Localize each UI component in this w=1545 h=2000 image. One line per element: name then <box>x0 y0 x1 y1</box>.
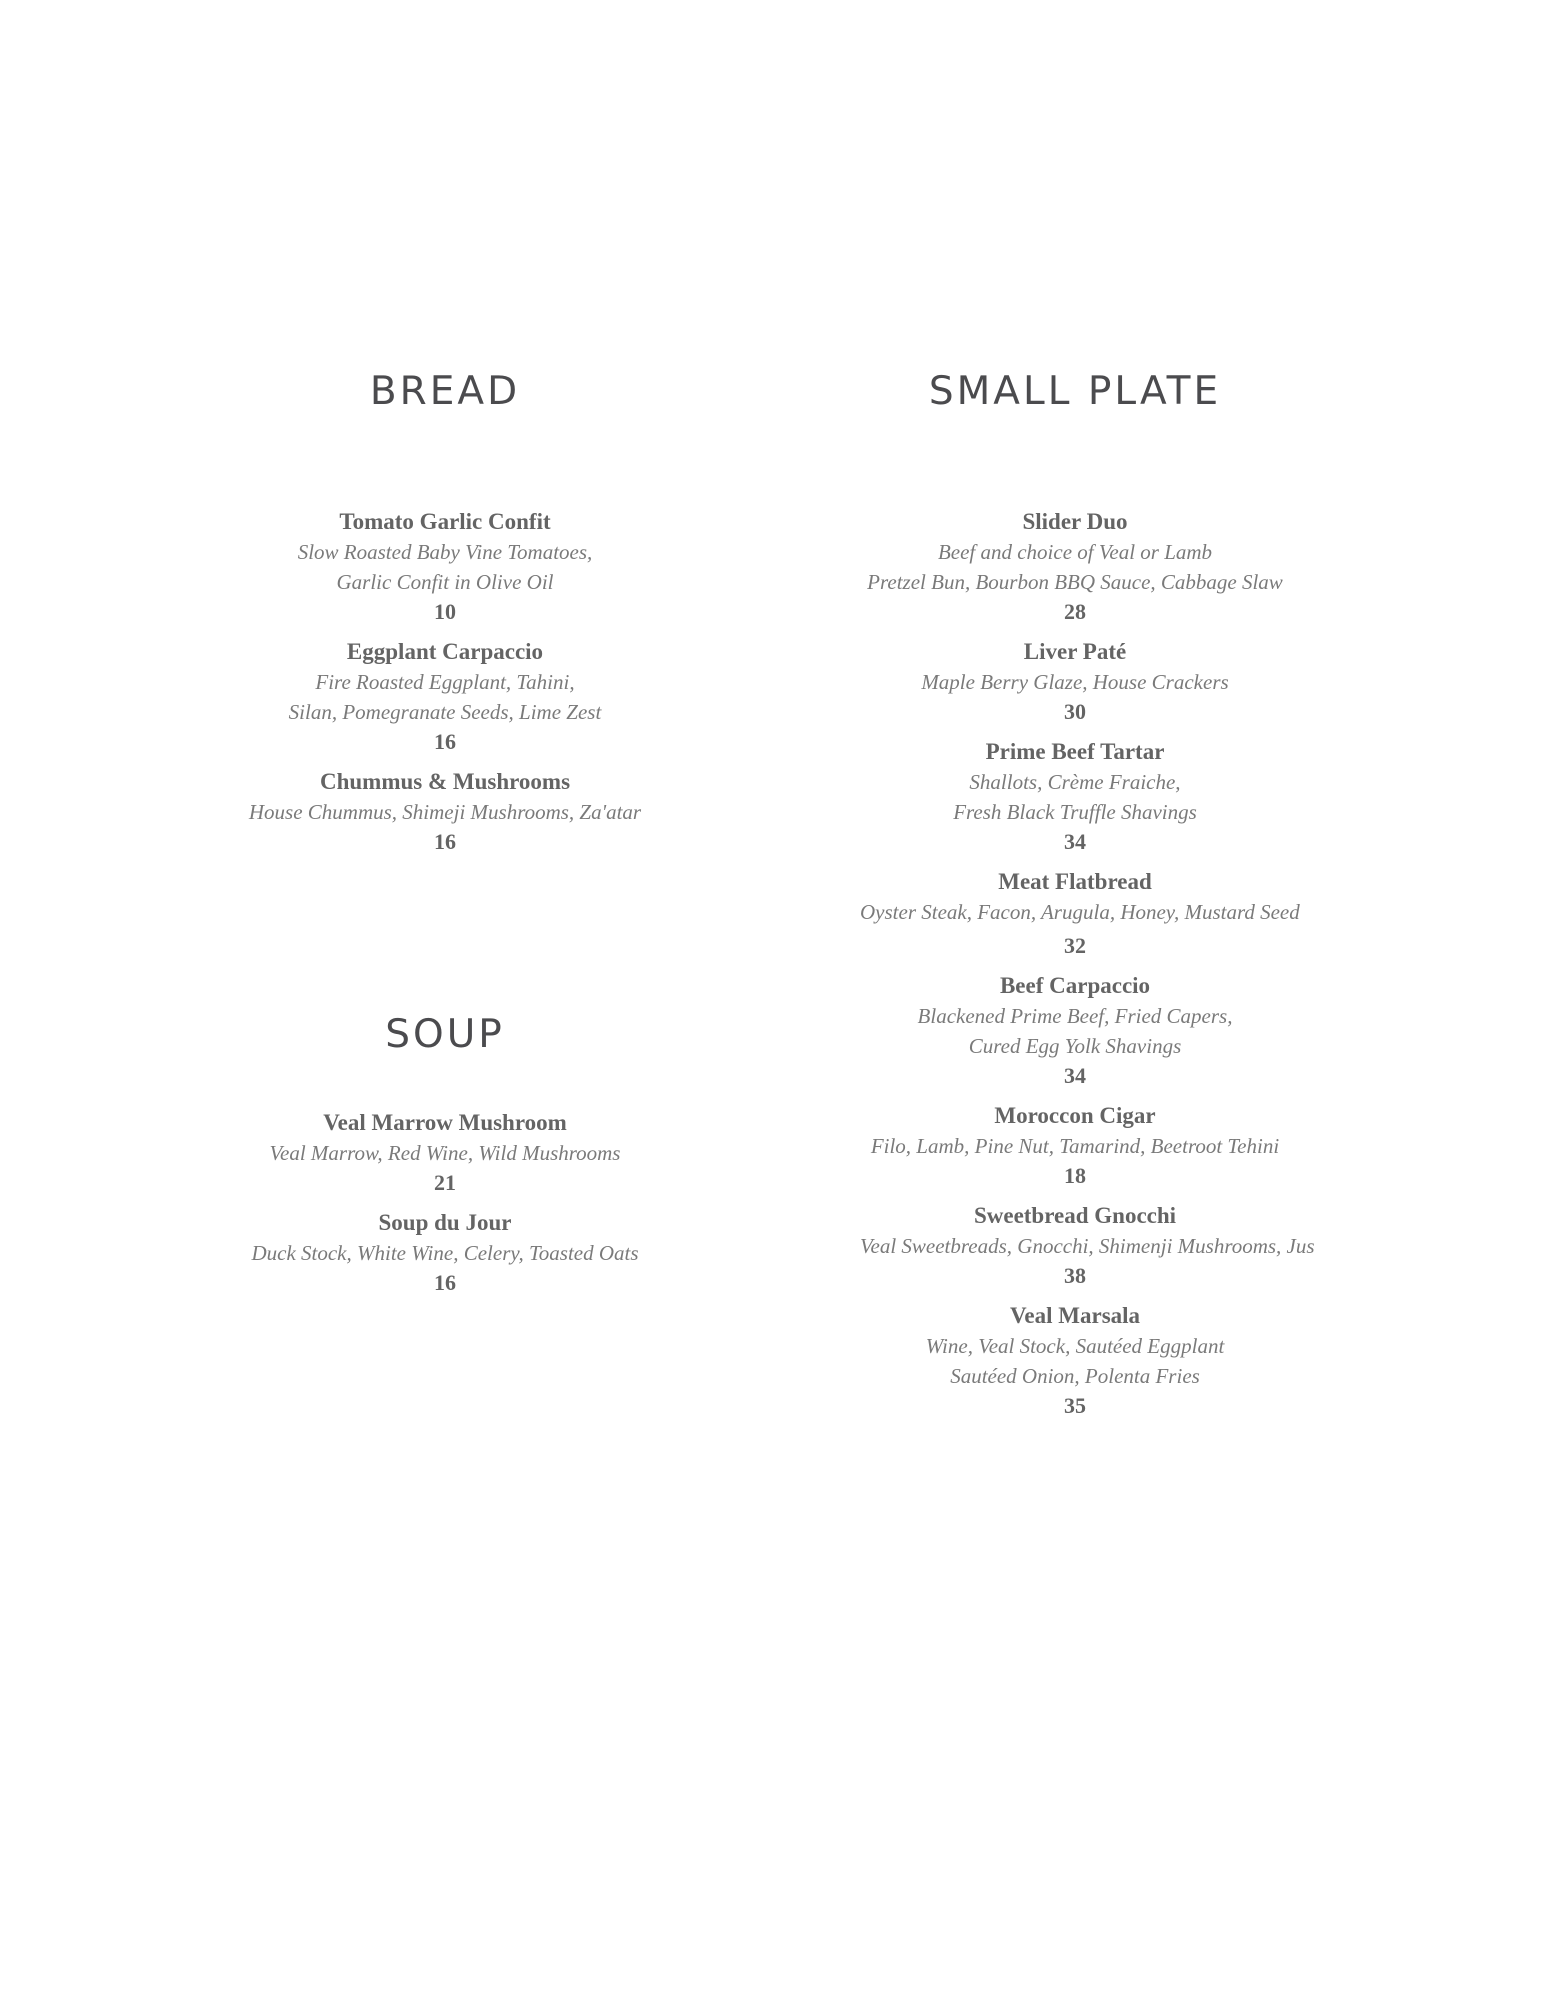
item-price: 10 <box>434 599 456 624</box>
item-name: Chummus & Mushrooms <box>319 769 571 794</box>
menu-item <box>860 507 1290 627</box>
item-price: 38 <box>1064 1263 1086 1288</box>
menu-item <box>245 767 645 857</box>
menu-item <box>245 637 645 757</box>
menu-item <box>860 867 1300 961</box>
item-description: Veal Sweetbreads, Gnocchi, Shimenji Mushrooms, Jus <box>860 1234 1315 1258</box>
menu-item <box>245 507 645 627</box>
menu-item <box>860 1301 1290 1421</box>
item-price: 16 <box>434 829 456 854</box>
item-price: 18 <box>1064 1163 1086 1188</box>
menu-item <box>245 1108 645 1198</box>
item-description: Maple Berry Glaze, House Crackers <box>921 670 1229 694</box>
item-description: Beef and choice of Veal or Lamb <box>937 540 1213 564</box>
item-price: 32 <box>1064 933 1086 958</box>
item-name: Soup du Jour <box>378 1210 512 1235</box>
small-plate-items <box>860 507 1315 1421</box>
item-price: 34 <box>1064 1063 1086 1088</box>
item-description: Shallots, Crème Fraiche, <box>969 770 1181 794</box>
item-description: Garlic Confit in Olive Oil <box>336 570 554 594</box>
item-price: 34 <box>1064 829 1086 854</box>
item-name: Beef Carpaccio <box>999 973 1151 998</box>
section-title-small-plate: SMALL PLATE <box>928 369 1222 414</box>
bread-items <box>245 507 645 857</box>
item-name: Prime Beef Tartar <box>985 739 1165 764</box>
item-description: Oyster Steak, Facon, Arugula, Honey, Mustard Seed <box>860 900 1300 924</box>
item-price: 28 <box>1064 599 1086 624</box>
menu-item <box>860 971 1290 1091</box>
item-name: Veal Marrow Mushroom <box>323 1110 567 1135</box>
item-description: Wine, Veal Stock, Sautéed Eggplant <box>925 1334 1225 1358</box>
item-name: Meat Flatbread <box>998 869 1152 894</box>
item-description: Silan, Pomegranate Seeds, Lime Zest <box>288 700 602 724</box>
section-title-bread: BREAD <box>369 369 521 414</box>
item-name: Moroccon Cigar <box>994 1103 1156 1128</box>
item-name: Sweetbread Gnocchi <box>973 1203 1177 1228</box>
item-price: 35 <box>1064 1393 1086 1418</box>
item-description: Filo, Lamb, Pine Nut, Tamarind, Beetroot Tehini <box>870 1134 1280 1158</box>
bread-section <box>245 369 645 867</box>
item-description: Fresh Black Truffle Shavings <box>953 800 1197 824</box>
item-price: 16 <box>434 729 456 754</box>
item-description: Veal Marrow, Red Wine, Wild Mushrooms <box>269 1141 621 1165</box>
soup-items <box>245 1108 645 1298</box>
soup-section <box>245 1012 645 1308</box>
item-description: Fire Roasted Eggplant, Tahini, <box>315 670 575 694</box>
menu-item <box>860 737 1290 857</box>
item-description: Cured Egg Yolk Shavings <box>968 1034 1182 1058</box>
item-description: Duck Stock, White Wine, Celery, Toasted Oats <box>251 1241 639 1265</box>
section-title-soup: SOUP <box>385 1012 505 1057</box>
item-name: Liver Paté <box>1023 639 1127 664</box>
menu-item <box>860 1201 1315 1291</box>
item-price: 30 <box>1064 699 1086 724</box>
item-price: 16 <box>434 1270 456 1295</box>
item-description: Pretzel Bun, Bourbon BBQ Sauce, Cabbage Slaw <box>867 570 1283 594</box>
item-description: House Chummus, Shimeji Mushrooms, Za'atar <box>248 800 642 824</box>
menu-item <box>245 1208 645 1298</box>
item-description: Slow Roasted Baby Vine Tomatoes, <box>297 540 593 564</box>
item-name: Veal Marsala <box>1009 1303 1141 1328</box>
item-name: Tomato Garlic Confit <box>339 509 551 534</box>
item-description: Blackened Prime Beef, Fried Capers, <box>917 1004 1233 1028</box>
menu-item <box>860 1101 1290 1191</box>
small-plate-section <box>860 369 1315 1431</box>
item-name: Eggplant Carpaccio <box>346 639 544 664</box>
item-description: Sautéed Onion, Polenta Fries <box>950 1364 1200 1388</box>
item-name: Slider Duo <box>1022 509 1128 534</box>
menu-item <box>860 637 1290 727</box>
item-price: 21 <box>434 1170 456 1195</box>
